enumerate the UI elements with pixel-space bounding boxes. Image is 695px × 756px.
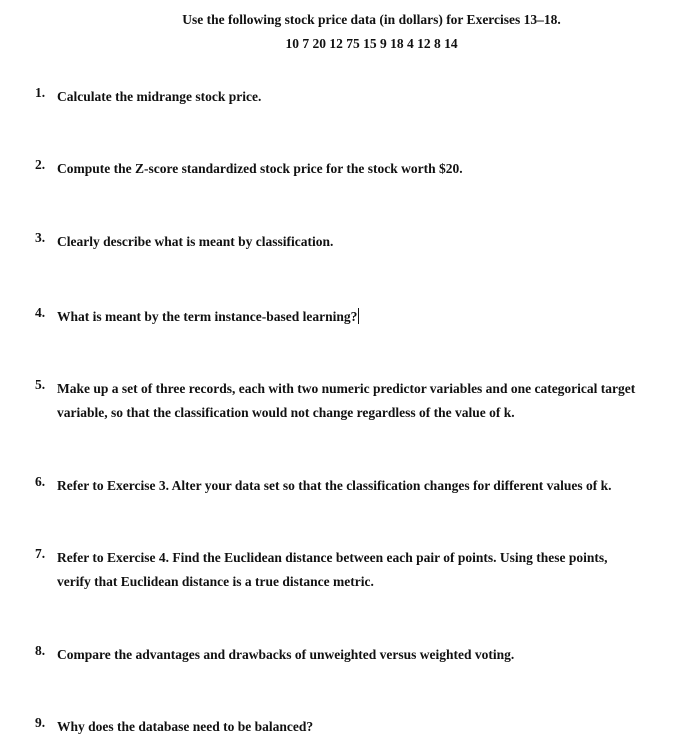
exercise-number: 1. [35,85,46,100]
exercise-text: Refer to Exercise 4. Find the Euclidean distance between each pair of points. Using these points, verify that Euclidean distance is a true distance metric. [57,550,608,589]
exercise-text: Clearly describe what is meant by classification. [57,234,334,249]
exercise-number: 8. [35,643,46,658]
exercise-text: Make up a set of three records, each with two numeric predictor variables and one categorical target variable, so that the classification would not change regardless of the value of k. [57,381,636,420]
exercise-text[interactable]: What is meant by the term instance-based learning? [57,309,358,324]
exercise-number: 3. [35,230,46,245]
exercise-text: Refer to Exercise 3. Alter your data set so that the classification changes for different values of k. [57,478,612,493]
exercise-text: Compare the advantages and drawbacks of unweighted versus weighted voting. [57,647,515,662]
exercise-text: Calculate the midrange stock price. [57,89,262,104]
exercise-number: 7. [35,546,46,561]
exercise-text: Compute the Z-score standardized stock price for the stock worth $20. [57,161,463,176]
intro-instruction: Use the following stock price data (in dollars) for Exercises 13–18. [182,12,561,27]
exercise-number: 9. [35,715,46,730]
text-cursor [358,308,359,324]
exercise-number: 4. [35,305,46,320]
exercise-number: 2. [35,157,46,172]
exercise-text: Why does the database need to be balanced? [57,719,314,734]
exercise-number: 6. [35,474,46,489]
stock-price-data: 10 7 20 12 75 15 9 18 4 12 8 14 [285,36,458,51]
exercise-number: 5. [35,377,46,392]
